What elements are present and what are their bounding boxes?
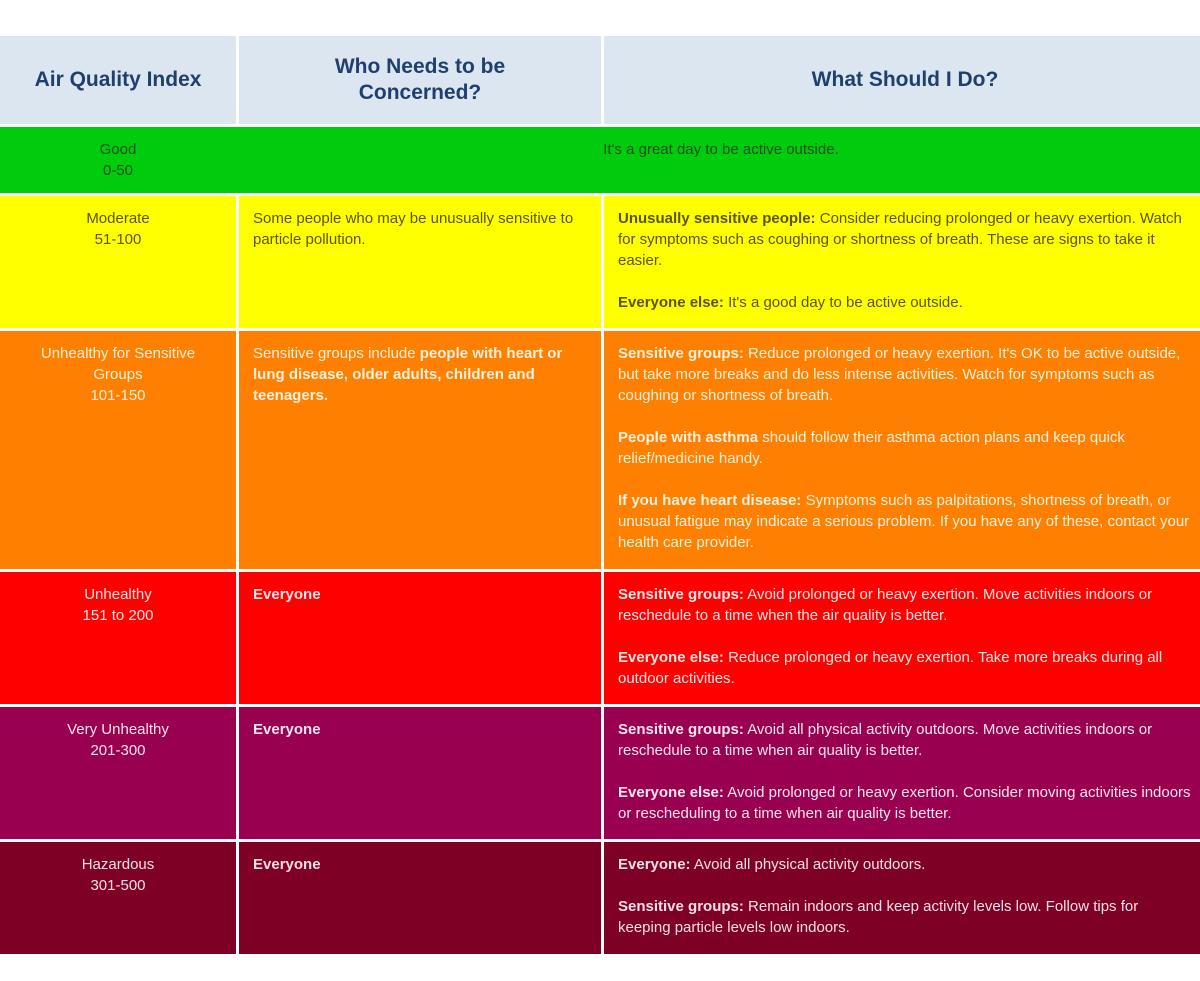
good-message-cell [236, 127, 1200, 193]
advice-group-label: Everyone else: [618, 649, 724, 666]
header-what: What Should I Do? [604, 36, 1200, 124]
advice-text: Consider reducing prolonged or heavy exertion. Watch for symptoms such as coughing or shortness of breath. These are signs to take it easier. [618, 210, 1182, 269]
who-usg-cell [239, 331, 601, 569]
what-moderate-cell [604, 196, 1200, 328]
aqi-unhealthy-cell [0, 572, 236, 704]
advice-group-label: Sensitive groups: [618, 345, 744, 362]
header-who: Who Needs to be Concerned? [239, 36, 601, 124]
advice-paragraph [618, 343, 1194, 406]
aqi-moderate-range: 51-100 [94, 231, 142, 248]
aqi-unhealthy-name: Unhealthy [84, 586, 152, 603]
what-hazardous-cell [604, 842, 1200, 954]
aqi-table [0, 36, 1200, 954]
header-aqi: Air Quality Index [0, 36, 236, 124]
advice-paragraph [618, 490, 1194, 553]
aqi-very-unhealthy-name: Very Unhealthy [67, 721, 169, 738]
who-unhealthy-cell [239, 572, 601, 704]
aqi-unhealthy-range: 151 to 200 [82, 607, 154, 624]
advice-text: Reduce prolonged or heavy exertion. Take more breaks during all outdoor activities. [618, 649, 1163, 687]
advice-paragraph [618, 647, 1194, 689]
advice-paragraph [618, 896, 1194, 938]
advice-text: Reduce prolonged or heavy exertion. It's OK to be active outside, but take more breaks and do less intense activities. Watch for symptoms such as coughing or shortness of breath. [618, 345, 1181, 404]
advice-text: Remain indoors and keep activity levels low. Follow tips for keeping particle levels low indoors. [618, 898, 1139, 936]
advice-group-label: Everyone: [618, 856, 691, 873]
who-unhealthy-text: Everyone [253, 586, 321, 603]
what-usg-cell [604, 331, 1200, 569]
advice-text: Symptoms such as palpitations, shortness of breath, or unusual fatigue may indicate a serious problem. If you have any of these, contact your health care provider. [618, 492, 1190, 551]
advice-paragraph [618, 584, 1194, 626]
aqi-good-cell [0, 127, 236, 193]
aqi-usg-cell [0, 331, 236, 569]
aqi-usg-range: 101-150 [90, 387, 146, 404]
advice-group-label: Sensitive groups: [618, 721, 744, 738]
aqi-moderate-cell [0, 196, 236, 328]
aqi-hazardous-range: 301-500 [90, 877, 146, 894]
who-moderate-text: Some people who may be unusually sensitive to particle pollution. [253, 210, 574, 248]
advice-paragraph [618, 719, 1194, 761]
aqi-very-unhealthy-cell [0, 707, 236, 839]
aqi-hazardous-name: Hazardous [81, 856, 155, 873]
advice-group-label: Sensitive groups: [618, 586, 744, 603]
who-very-unhealthy-text: Everyone [253, 721, 321, 738]
advice-group-label: Unusually sensitive people: [618, 210, 816, 227]
who-moderate-cell [239, 196, 601, 328]
advice-group-label: Everyone else: [618, 294, 724, 311]
advice-paragraph [618, 208, 1194, 271]
who-usg-groups: people with heart or lung disease, older adults, children and teenagers. [253, 345, 563, 404]
aqi-very-unhealthy-range: 201-300 [90, 742, 146, 759]
advice-text: It's a good day to be active outside. [723, 294, 963, 311]
advice-text: Avoid prolonged or heavy exertion. Consider moving activities indoors or rescheduling to a time when air quality is better. [618, 784, 1191, 822]
what-unhealthy-cell [604, 572, 1200, 704]
aqi-good-range: 0-50 [102, 162, 134, 179]
who-hazardous-text: Everyone [253, 856, 321, 873]
aqi-moderate-name: Moderate [86, 210, 150, 227]
advice-paragraph [618, 782, 1194, 824]
advice-text: Avoid all physical activity outdoors. Move activities indoors or reschedule to a time when air quality is better. [618, 721, 1153, 759]
advice-text: Avoid all physical activity outdoors. [690, 856, 926, 873]
what-very-unhealthy-cell [604, 707, 1200, 839]
advice-text: Avoid prolonged or heavy exertion. Move activities indoors or reschedule to a time when the air quality is better. [618, 586, 1153, 624]
aqi-good-name: Good [99, 141, 137, 158]
advice-text: should follow their asthma action plans and keep quick relief/medicine handy. [618, 429, 1125, 467]
advice-paragraph [618, 427, 1194, 469]
who-usg-text: Sensitive groups include [253, 345, 420, 362]
who-very-unhealthy-cell [239, 707, 601, 839]
good-message: It's a great day to be active outside. [603, 141, 839, 158]
advice-paragraph [618, 854, 1194, 875]
advice-paragraph [618, 292, 1194, 313]
aqi-usg-name: Unhealthy for Sensitive Groups [40, 345, 196, 383]
who-hazardous-cell [239, 842, 601, 954]
advice-group-label: If you have heart disease: [618, 492, 802, 509]
advice-group-label: People with asthma [618, 429, 759, 446]
advice-group-label: Everyone else: [618, 784, 724, 801]
aqi-hazardous-cell [0, 842, 236, 954]
advice-group-label: Sensitive groups: [618, 898, 744, 915]
